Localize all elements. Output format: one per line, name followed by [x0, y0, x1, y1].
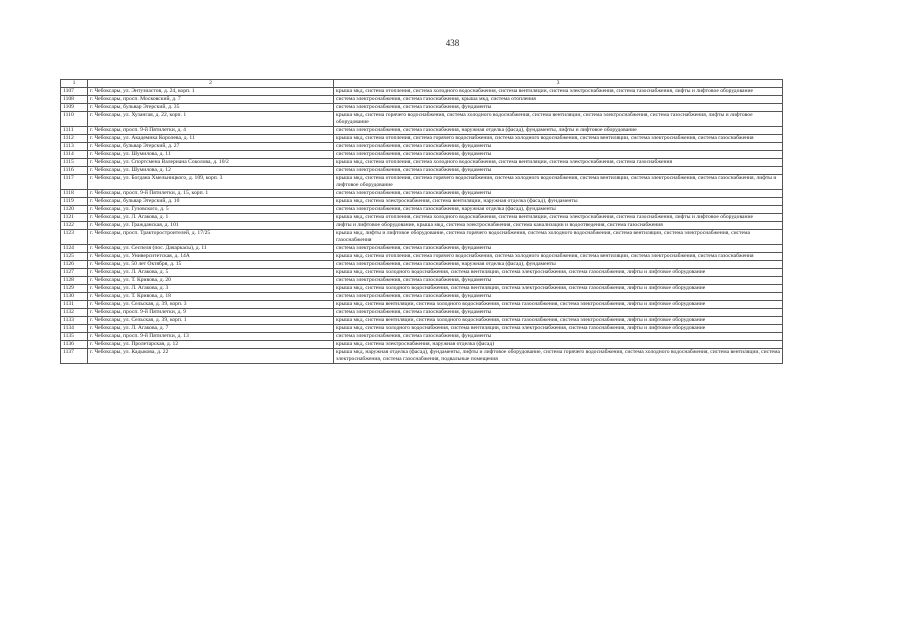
table-row: [61, 143, 783, 151]
row-works-cell: крыша мкд, система отопления, система горячего водоснабжения, система холодного водоснабжения, система вентиляции, система электроснабжения, система газоснабжения, лифты и лифтовое оборудование: [334, 175, 783, 190]
table-row: [61, 277, 783, 285]
row-number-cell: 1107: [61, 88, 88, 96]
row-works-cell: крыша мкд, система отопления, система холодного водоснабжения, система вентиляции, система электроснабжения, система газоснабжения, лифты и лифтовое оборудование: [334, 88, 783, 96]
row-number-cell: 1124: [61, 245, 88, 253]
row-number-cell: 1128: [61, 277, 88, 285]
page-number: 438: [445, 38, 460, 48]
row-address-cell: г. Чебоксары, ул. Т. Кривова, д. 18: [88, 293, 334, 301]
row-works-cell: система электроснабжения, система газоснабжения, наружная отделка (фасад), фундаменты: [334, 206, 783, 214]
row-address-cell: г. Чебоксары, просп. 9-й Пятилетки, д. 4: [88, 127, 334, 135]
table-row: [61, 245, 783, 253]
row-number-cell: 1109: [61, 104, 88, 112]
row-number-cell: 1131: [61, 301, 88, 309]
row-works-cell: система электроснабжения, система газоснабжения, фундаменты: [334, 245, 783, 253]
table-row: [61, 293, 783, 301]
row-address-cell: г. Чебоксары, ул. Сельская, д. 39, корп. 3: [88, 301, 334, 309]
row-number-cell: 1123: [61, 230, 88, 245]
column-header-works: 3: [334, 80, 783, 88]
row-address-cell: г. Чебоксары, ул. Л. Агакова, д. 3: [88, 285, 334, 293]
row-address-cell: г. Чебоксары, бульвар Эгерский, д. 27: [88, 143, 334, 151]
row-address-cell: г. Чебоксары, ул. Пролетарская, д. 12: [88, 341, 334, 349]
row-works-cell: система электроснабжения, система газоснабжения, фундаменты: [334, 277, 783, 285]
table-header-row: [61, 80, 783, 88]
row-number-cell: 1125: [61, 253, 88, 261]
table-row: [61, 230, 783, 245]
row-number-cell: 1136: [61, 341, 88, 349]
row-address-cell: г. Чебоксары, ул. Богдана Хмельницкого, д. 109, корп. 3: [88, 175, 334, 190]
row-number-cell: 1126: [61, 261, 88, 269]
row-number-cell: 1119: [61, 198, 88, 206]
row-works-cell: крыша мкд, система отопления, система горячего водоснабжения, система холодного водоснабжения, система вентиляции, система электроснабжения, система газоснабжения: [334, 253, 783, 261]
row-works-cell: система электроснабжения, система газоснабжения, фундаменты: [334, 309, 783, 317]
table-row: [61, 349, 783, 364]
table-row: [61, 190, 783, 198]
row-works-cell: система электроснабжения, система газоснабжения, фундаменты: [334, 143, 783, 151]
row-works-cell: система электроснабжения, система газоснабжения, наружная отделка (фасад), фундаменты, лифты и лифтовое оборудование: [334, 127, 783, 135]
row-works-cell: система электроснабжения, система газоснабжения, фундаменты: [334, 151, 783, 159]
table-row: [61, 127, 783, 135]
row-works-cell: крыша мкд, система отопления, система холодного водоснабжения, система вентиляции, система электроснабжения, система газоснабжения: [334, 159, 783, 167]
row-works-cell: крыша мкд, лифты и лифтовое оборудование, система горячего водоснабжения, система холодного водоснабжения, система вентиляции, система электроснабжения, система газоснабжения: [334, 230, 783, 245]
row-works-cell: лифты и лифтовое оборудование, крыша мкд, система электроснабжения, система канализации и водоотведения, система газоснабжения: [334, 222, 783, 230]
row-number-cell: 1118: [61, 190, 88, 198]
row-number-cell: 1120: [61, 206, 88, 214]
row-number-cell: 1115: [61, 159, 88, 167]
row-number-cell: 1122: [61, 222, 88, 230]
row-address-cell: г. Чебоксары, ул. Энтузиастов, д. 24, корп. 1: [88, 88, 334, 96]
row-works-cell: система электроснабжения, система газоснабжения, фундаменты: [334, 190, 783, 198]
row-number-cell: 1112: [61, 135, 88, 143]
row-address-cell: г. Чебоксары, ул. Т. Кривова, д. 20: [88, 277, 334, 285]
row-works-cell: крыша мкд, система вентиляции, система холодного водоснабжения, система газоснабжения, система электроснабжения, лифты и лифтовое оборудование: [334, 301, 783, 309]
row-number-cell: 1121: [61, 214, 88, 222]
row-number-cell: 1114: [61, 151, 88, 159]
row-number-cell: 1133: [61, 317, 88, 325]
repair-registry-table: [60, 79, 783, 364]
table-row: [61, 285, 783, 293]
row-address-cell: г. Чебоксары, ул. 50 лет Октября, д. 15: [88, 261, 334, 269]
table-row: [61, 269, 783, 277]
column-header-number: 1: [61, 80, 88, 88]
table-row: [61, 333, 783, 341]
row-address-cell: г. Чебоксары, просп. 9-й Пятилетки, д. 13: [88, 333, 334, 341]
table-row: [61, 341, 783, 349]
row-works-cell: крыша мкд, система электроснабжения, система вентиляции, наружная отделка (фасад), фундаменты: [334, 198, 783, 206]
table-row: [61, 167, 783, 175]
row-address-cell: г. Чебоксары, ул. Л. Агакова, д. 1: [88, 214, 334, 222]
table-row: [61, 317, 783, 325]
row-number-cell: 1132: [61, 309, 88, 317]
row-number-cell: 1134: [61, 325, 88, 333]
row-address-cell: г. Чебоксары, ул. Спортсмена Валериана Соколова, д. 10/2: [88, 159, 334, 167]
row-address-cell: г. Чебоксары, ул. Сеспеля (пос. Дачаркасы), д. 11: [88, 245, 334, 253]
row-works-cell: крыша мкд, наружная отделка (фасад), фундаменты, лифты и лифтовое оборудование, система горячего водоснабжения, система холодного водоснабжения, система вентиляции, система электроснабжения, система газоснабжения, подвальные помещения: [334, 349, 783, 364]
row-address-cell: г. Чебоксары, просп. 9-й Пятилетки, д. 9: [88, 309, 334, 317]
column-header-address: 2: [88, 80, 334, 88]
row-address-cell: г. Чебоксары, ул. Гузовского, д. 5: [88, 206, 334, 214]
row-works-cell: крыша мкд, система вентиляции, система холодного водоснабжения, система газоснабжения, система электроснабжения, лифты и лифтовое оборудование: [334, 317, 783, 325]
row-works-cell: крыша мкд, система отопления, система холодного водоснабжения, система вентиляции, система электроснабжения, система газоснабжения, лифты и лифтовое оборудование: [334, 214, 783, 222]
table-row: [61, 325, 783, 333]
row-address-cell: г. Чебоксары, просп. Тракторостроителей, д. 17/25: [88, 230, 334, 245]
row-address-cell: г. Чебоксары, просп. 9-й Пятилетки, д. 15, корп. 1: [88, 190, 334, 198]
table-row: [61, 151, 783, 159]
row-number-cell: 1108: [61, 96, 88, 104]
table-row: [61, 309, 783, 317]
row-works-cell: крыша мкд, система электроснабжения, наружная отделка (фасад): [334, 341, 783, 349]
row-works-cell: крыша мкд, система горячего водоснабжения, система холодного водоснабжения, система вентиляции, система электроснабжения, система газоснабжения, лифты и лифтовое оборудование: [334, 112, 783, 127]
row-address-cell: г. Чебоксары, бульвар Эгерский, д. 10: [88, 198, 334, 206]
table-row: [61, 301, 783, 309]
table-row: [61, 88, 783, 96]
row-address-cell: г. Чебоксары, ул. Университетская, д. 14А: [88, 253, 334, 261]
row-number-cell: 1137: [61, 349, 88, 364]
row-address-cell: г. Чебоксары, ул. Гражданская, д. 101: [88, 222, 334, 230]
table-row: [61, 104, 783, 112]
row-works-cell: крыша мкд, система холодного водоснабжения, система вентиляции, система электроснабжения, система газоснабжения, лифты и лифтовое оборудование: [334, 269, 783, 277]
row-address-cell: г. Чебоксары, ул. Кадыкова, д. 22: [88, 349, 334, 364]
row-works-cell: система электроснабжения, система газоснабжения, крыша мкд, система отопления: [334, 96, 783, 104]
row-address-cell: г. Чебоксары, ул. Л. Агакова, д. 7: [88, 325, 334, 333]
row-works-cell: система электроснабжения, система газоснабжения, фундаменты: [334, 293, 783, 301]
row-works-cell: система электроснабжения, система газоснабжения, фундаменты: [334, 167, 783, 175]
row-number-cell: 1135: [61, 333, 88, 341]
row-number-cell: 1129: [61, 285, 88, 293]
row-works-cell: крыша мкд, система отопления, система горячего водоснабжения, система холодного водоснабжения, система вентиляции, система электроснабжения, система газоснабжения: [334, 135, 783, 143]
row-address-cell: г. Чебоксары, ул. Хузангая, д. 22, корп. 1: [88, 112, 334, 127]
row-works-cell: крыша мкд, система холодного водоснабжения, система вентиляции, система электроснабжения, система газоснабжения, лифты и лифтовое оборудование: [334, 325, 783, 333]
row-number-cell: 1113: [61, 143, 88, 151]
row-number-cell: 1111: [61, 127, 88, 135]
table-row: [61, 135, 783, 143]
table-row: [61, 198, 783, 206]
row-address-cell: г. Чебоксары, ул. Л. Агакова, д. 5: [88, 269, 334, 277]
row-address-cell: г. Чебоксары, ул. Шумилова, д. 11: [88, 151, 334, 159]
row-address-cell: г. Чебоксары, просп. Московский, д. 7: [88, 96, 334, 104]
table-row: [61, 159, 783, 167]
row-number-cell: 1116: [61, 167, 88, 175]
table-row: [61, 253, 783, 261]
row-number-cell: 1110: [61, 112, 88, 127]
table-row: [61, 96, 783, 104]
table-row: [61, 112, 783, 127]
table-row: [61, 261, 783, 269]
row-number-cell: 1117: [61, 175, 88, 190]
row-works-cell: система электроснабжения, система газоснабжения, фундаменты: [334, 333, 783, 341]
table-row: [61, 222, 783, 230]
row-works-cell: система электроснабжения, система газоснабжения, фундаменты: [334, 104, 783, 112]
row-number-cell: 1130: [61, 293, 88, 301]
row-works-cell: крыша мкд, система холодного водоснабжения, система вентиляции, система электроснабжения, система газоснабжения, лифты и лифтовое оборудование: [334, 285, 783, 293]
row-works-cell: система электроснабжения, система газоснабжения, наружная отделка (фасад), фундаменты: [334, 261, 783, 269]
row-address-cell: г. Чебоксары, бульвар Эгерский, д. 35: [88, 104, 334, 112]
table-row: [61, 206, 783, 214]
row-number-cell: 1127: [61, 269, 88, 277]
table-row: [61, 214, 783, 222]
row-address-cell: г. Чебоксары, ул. Сельская, д. 39, корп. 1: [88, 317, 334, 325]
row-address-cell: г. Чебоксары, ул. Академика Королева, д. 11: [88, 135, 334, 143]
table-row: [61, 175, 783, 190]
row-address-cell: г. Чебоксары, ул. Шумилова, д. 12: [88, 167, 334, 175]
